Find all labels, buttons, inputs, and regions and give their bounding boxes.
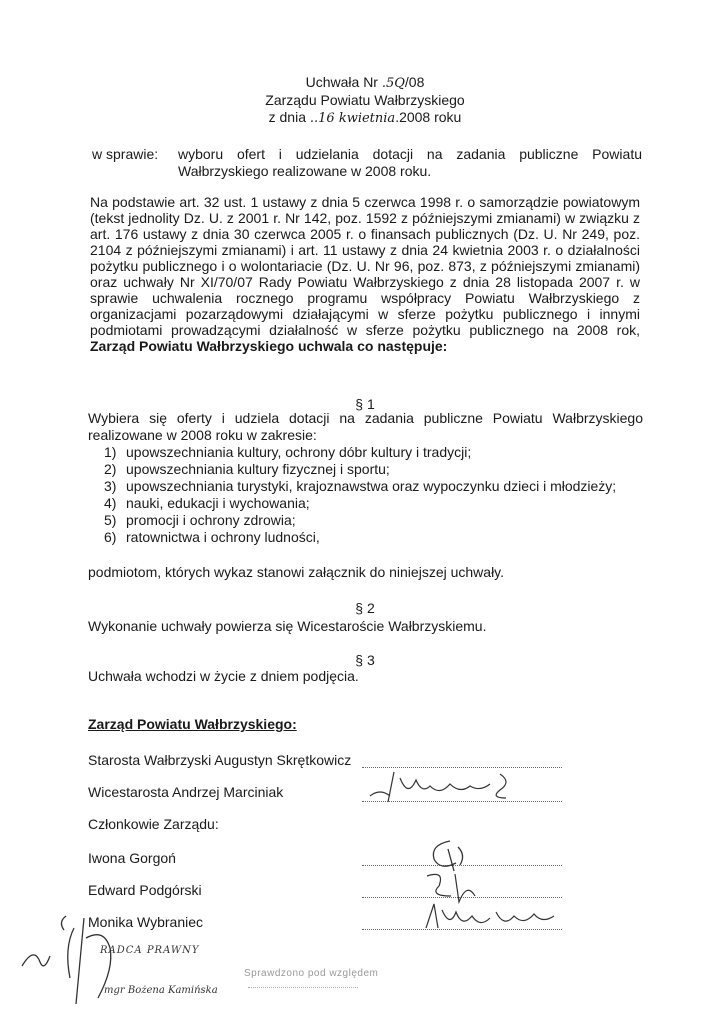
regarding-block (92, 146, 642, 180)
list-item: 2) upowszechniania kultury fizycznej i sportu; (104, 461, 390, 477)
signature-wybraniec-icon (420, 898, 570, 938)
legal-advisor-stamp-title: RADCA PRAWNY (100, 945, 200, 956)
section-3-title: § 3 (355, 652, 375, 668)
resolution-date-suffix: .2008 roku (395, 109, 462, 125)
board-row-podgorski: Edward Podgórski (88, 882, 202, 898)
resolution-issuer: Zarządu Powiatu Wałbrzyskiego (265, 92, 465, 108)
legal-basis (90, 194, 640, 354)
section-1-intro: Wybiera się oferty i udziela dotacji na zadania publiczne Powiatu Wałbrzyskiego realizowane w 2008 roku w zakresie: (88, 410, 643, 443)
legal-basis-bold: Zarząd Powiatu Wałbrzyskiego uchwala co następuje: (90, 338, 448, 354)
approval-stamp: Sprawdzono pod względem (244, 968, 379, 979)
board-row-starosta: Starosta Wałbrzyski Augustyn Skrętkowicz (88, 752, 352, 768)
list-item: 4) nauki, edukacji i wychowania; (104, 495, 310, 511)
legal-advisor-stamp-name: mgr Bożena Kamińska (104, 985, 218, 996)
list-item: 3) upowszechniania turystyki, krajoznawstwa oraz wypoczynku dzieci i młodzieży; (104, 478, 617, 494)
list-item: 1) upowszechniania kultury, ochrony dóbr kultury i tradycji; (104, 444, 472, 460)
task-list (104, 444, 624, 546)
section-1-title: § 1 (355, 396, 375, 412)
resolution-header (200, 74, 530, 127)
board-row-wybraniec: Monika Wybraniec (88, 914, 204, 930)
resolution-date-handwritten: ..16 kwietnia (309, 111, 396, 126)
section-1-closing: podmiotom, których wykaz stanowi załącznik do niniejszej uchwały. (88, 564, 505, 580)
board-heading: Zarząd Powiatu Wałbrzyskiego: (88, 716, 297, 732)
signature-marciniak-icon (360, 768, 530, 808)
section-2-text: Wykonanie uchwały powierza się Wicestaroście Wałbrzyskiemu. (88, 618, 487, 634)
resolution-date-prefix: z dnia (268, 109, 306, 125)
resolution-number-line (200, 74, 530, 92)
section-3-text: Uchwała wchodzi w życie z dniem podjęcia. (88, 668, 359, 684)
list-item: 6) ratownictwa i ochrony ludności, (104, 529, 320, 545)
resolution-number-suffix: /08 (404, 74, 425, 90)
regarding-text: wyboru ofert i udzielania dotacji na zadania publiczne Powiatu Wałbrzyskiego realizowane w 2008 roku. (178, 146, 642, 179)
approval-stamp-line (248, 987, 358, 988)
list-item: 5) promocji i ochrony zdrowia; (104, 512, 296, 528)
legal-basis-text: Na podstawie art. 32 ust. 1 ustawy z dnia 5 czerwca 1998 r. o samorządzie powiatowym (tekst jednolity Dz. U. z 2001 r. Nr 142, poz. 1592 z późniejszymi zmianami) w związku z art. 176 ustawy z dnia 30 czerwca 2005 r. o finansach publicznych (Dz. U. Nr 249, poz. 2104 z późniejszymi zmianami) i art. 11 ustawy z dnia 24 kwietnia 2003 r. o działalności pożytku publicznego i o wolontariacie (Dz. U. Nr 96, poz. 873, z późniejszymi zmianami) oraz uchwały Nr XI/70/07 Rady Powiatu Wałbrzyskiego z dnia 28 listopada 2007 r. w sprawie uchwalenia rocznego programu współpracy Powiatu Wałbrzyskiego z organizacjami pozarządowymi działającymi w sferze pożytku publicznego i innymi podmiotami prowadzącymi działalność w sferze pożytku publicznego na 2008 rok, (90, 194, 640, 338)
regarding-label: w sprawie: (92, 146, 159, 162)
resolution-number-prefix: Uchwała Nr (305, 74, 378, 90)
board-members-label: Członkowie Zarządu: (88, 816, 219, 832)
section-2-title: § 2 (355, 600, 375, 616)
board-row-wicestarosta: Wicestarosta Andrzej Marciniak (88, 784, 284, 800)
board-row-gorgon: Iwona Gorgoń (88, 850, 176, 866)
resolution-number-handwritten: .5Q (381, 76, 405, 91)
resolution-date-line (200, 109, 530, 127)
